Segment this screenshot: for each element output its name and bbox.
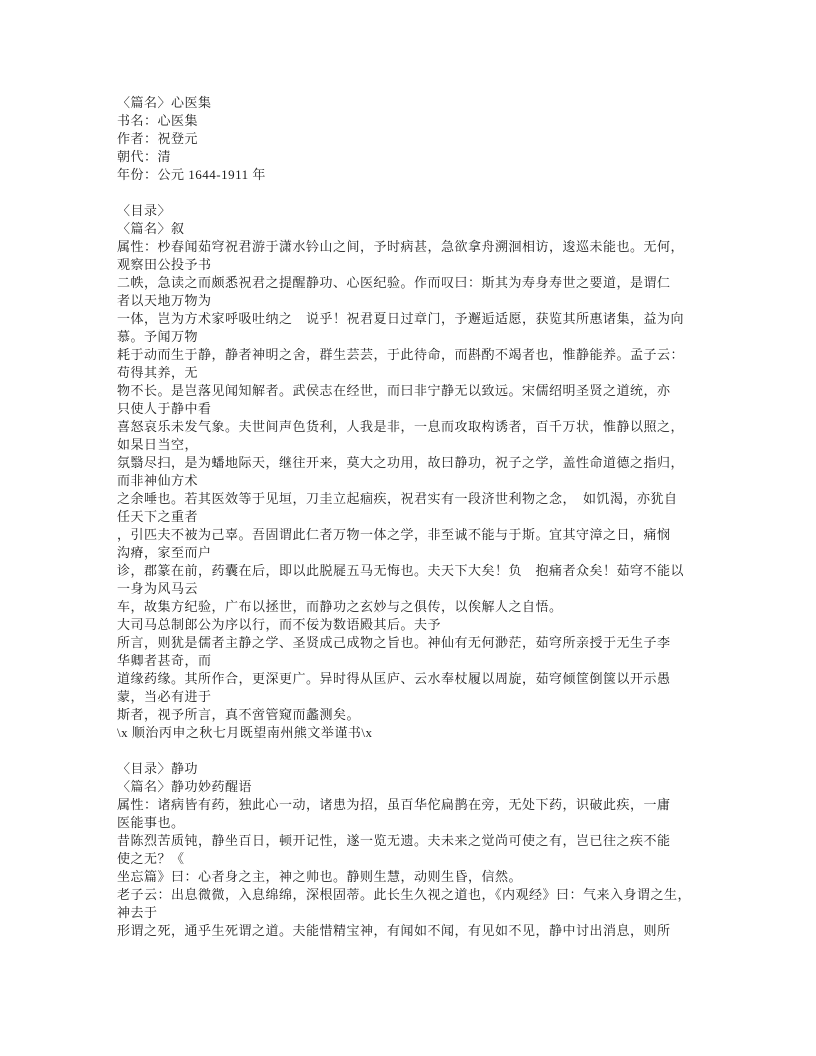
text-line: 氛翳尽扫，是为蟠地际天，继往开来，莫大之功用，故曰静功，祝子之学，盖性命道德之指归， [117,455,685,470]
text-line: 作者：祝登元 [117,131,199,146]
text-line: 属性：诸病皆有药，独此心一动，诸患为招，虽百华佗扁鹊在旁，无处下药，识破此疾，一庸 [117,797,671,812]
text-line: 〈目录〉 [117,203,172,218]
text-line: 任天下之重者 [117,509,199,524]
text-line: 医能事也。 [117,815,185,830]
text-line: 形谓之死，通乎生死谓之道。夫能惜精宝神，有闻如不闻，有见如不见，静中讨出消息，则所 [117,923,671,938]
text-line: 使之无？《 [117,851,185,866]
text-line: 老子云：出息微微，入息绵绵，深根固蒂。此长生久视之道也，《内观经》曰：气来入身谓之生， [117,887,692,902]
text-line: 大司马总制郎公为序以行，而不佞为数语殿其后。夫予 [117,617,442,632]
text-line: 耗于动而生于静，静者神明之舍，群生芸芸，于此待命，而斟酌不竭者也，惟静能养。孟子云： [117,347,685,362]
text-block [117,94,757,940]
text-line: 慕。予闻万物 [117,329,199,344]
text-line: 喜怒哀乐未发气象。夫世间声色货利，人我是非，一息而攻取构诱者，百千万状，惟静以照之， [117,419,685,434]
text-line: 一体，岂为方术家呼吸吐纳之 说乎！祝君夏日过章门，予邂逅适愿，获览其所惠诸集，益为向 [117,311,685,326]
text-line: 属性：杪春闻茹穹祝君游于潇水钤山之间，予时病甚，急欲拿舟溯洄相访，逡巡未能也。无何， [117,239,685,254]
text-line: 昔陈烈苦质钝，静坐百日，顿开记性，遂一览无遗。夫未来之觉尚可使之有，岂已往之疾不能 [117,833,671,848]
text-line: 道缘药缘。其所作合，更深更广。异时得从匡庐、云水奉杖履以周旋，茹穹倾筐倒箧以开示愚 [117,671,671,686]
text-line: 坐忘篇》曰：心者身之主，神之帅也。静则生慧，动则生昏，信然。 [117,869,523,884]
text-line: 所言，则犹是儒者主静之学、圣贤成己成物之旨也。神仙有无何渺茫，茹穹所亲授于无生子李 [117,635,671,650]
text-line: 如杲日当空， [117,437,199,452]
text-line: 神去于 [117,905,158,920]
text-line: 之余唾也。若其医效等于见垣，刀圭立起痼疾，祝君实有一段济世利物之念， 如饥渴，亦犹自 [117,491,678,506]
text-line: 〈目录〉静功 [117,761,199,776]
text-line: \x 顺治丙申之秋七月既望南州熊文举谨书\x [117,725,373,740]
text-line: 朝代：清 [117,149,172,164]
text-line: 观察田公投予书 [117,257,212,272]
text-line: 者以天地万物为 [117,293,212,308]
text-line [117,184,757,202]
text-line: 〈篇名〉心医集 [117,95,212,110]
text-line: 车，故集方纪验，广布以拯世，而静功之玄妙与之俱传，以俟解人之自悟。 [117,599,563,614]
text-line: 而非神仙方术 [117,473,199,488]
text-line: 一身为风马云 [117,581,199,596]
text-line: 蒙，当必有进于 [117,689,212,704]
text-line: 只使人于静中看 [117,401,212,416]
text-line: 诊，郡篆在前，药囊在后，即以此脱屣五马无悔也。夫天下大矣！负 抱痛者众矣！茹穹不能以 [117,563,685,578]
text-line: 华卿者甚奇，而 [117,653,212,668]
text-line: ，引匹夫不被为己辜。吾固谓此仁者万物一体之学，非至诚不能与于斯。宜其守漳之日，痛悯 [117,527,671,542]
text-line: 斯者，视予所言，真不啻管窥而蠡测矣。 [117,707,361,722]
text-line: 〈篇名〉静功妙药醒语 [117,779,253,794]
text-line: 苟得其养，无 [117,365,199,380]
text-line: 〈篇名〉叙 [117,221,185,236]
text-line [117,742,757,760]
text-line: 二帙，急读之而颇悉祝君之提醒静功、心医纪验。作而叹曰：斯其为寿身寿世之要道，是谓仁 [117,275,671,290]
text-line: 书名：心医集 [117,113,199,128]
text-line: 年份：公元 1644-1911 年 [117,167,266,182]
text-line: 物不长。是岂落见闻知解者。武侯志在经世，而曰非宁静无以致远。宋儒绍明圣贤之道统，亦 [117,383,671,398]
text-line: 沟瘠，家至而户 [117,545,212,560]
